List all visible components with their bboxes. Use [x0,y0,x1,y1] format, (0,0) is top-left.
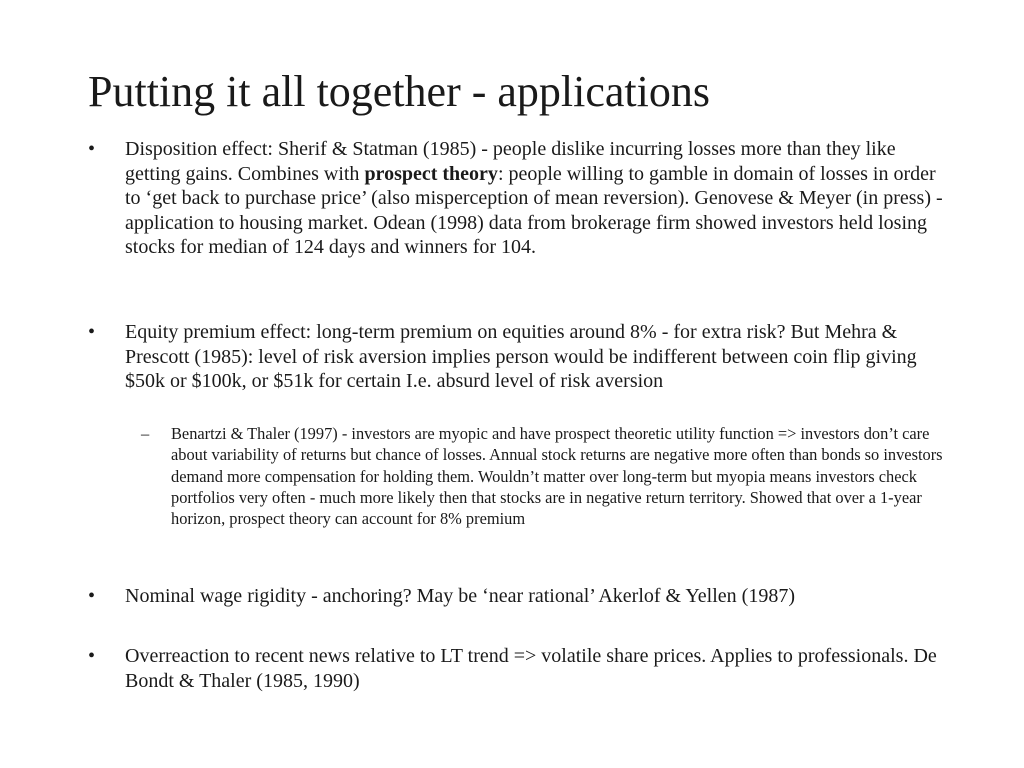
bullet-marker: • [88,645,96,667]
sub-bullet-benartzi-thaler [141,423,951,529]
slide-title: Putting it all together - applications [88,67,710,116]
bold-term-prospect-theory: prospect theory [364,162,498,185]
bullet-equity-premium [88,320,948,394]
sub-bullet-marker: – [141,424,150,443]
bullet-text-part: : people willing to gamble in domain of losses in order to ‘get back to purchase price’ (also misperception of mean reversion). Genovese & Meyer (in press) - application to housing market. Odean (1998) data from brokerage firm showed investors held losing stocks for median of 124 days and winners for 104. [125,162,943,258]
sub-bullet-text: Benartzi & Thaler (1997) - investors are myopic and have prospect theoretic utility function => investors don’t care about variability of returns but chance of losses. Annual stock returns are negative more often than bonds so investors demand more compensation for holding them. Wouldn’t matter over long-term but myopia means investors check portfolios very often - much more likely then that stocks are in negative return territory. Showed that over a 1-year horizon, prospect theory can account for 8% premium [171,424,943,529]
bullet-marker: • [88,321,96,343]
bullet-marker: • [88,585,96,607]
bullet-disposition-effect [88,137,948,260]
bullet-overreaction [88,644,948,693]
bullet-text: Overreaction to recent news relative to LT trend => volatile share prices. Applies to professionals. De Bondt & Thaler (1985, 1990) [125,645,937,692]
bullet-marker: • [88,138,96,160]
bullet-text: Equity premium effect: long-term premium on equities around 8% - for extra risk? But Mehra & Prescott (1985): level of risk aversion implies person would be indifferent between coin flip giving $50k or $100k, or $51k for certain I.e. absurd level of risk aversion [125,321,917,392]
bullet-text [125,137,948,260]
bullet-text-part: Disposition effect: Sherif & Statman (1985) - people dislike incurring losses more than they like getting gains. Combines with [125,138,896,185]
bullet-nominal-wage-rigidity [88,584,948,609]
bullet-text: Nominal wage rigidity - anchoring? May be ‘near rational’ Akerlof & Yellen (1987) [125,585,795,607]
